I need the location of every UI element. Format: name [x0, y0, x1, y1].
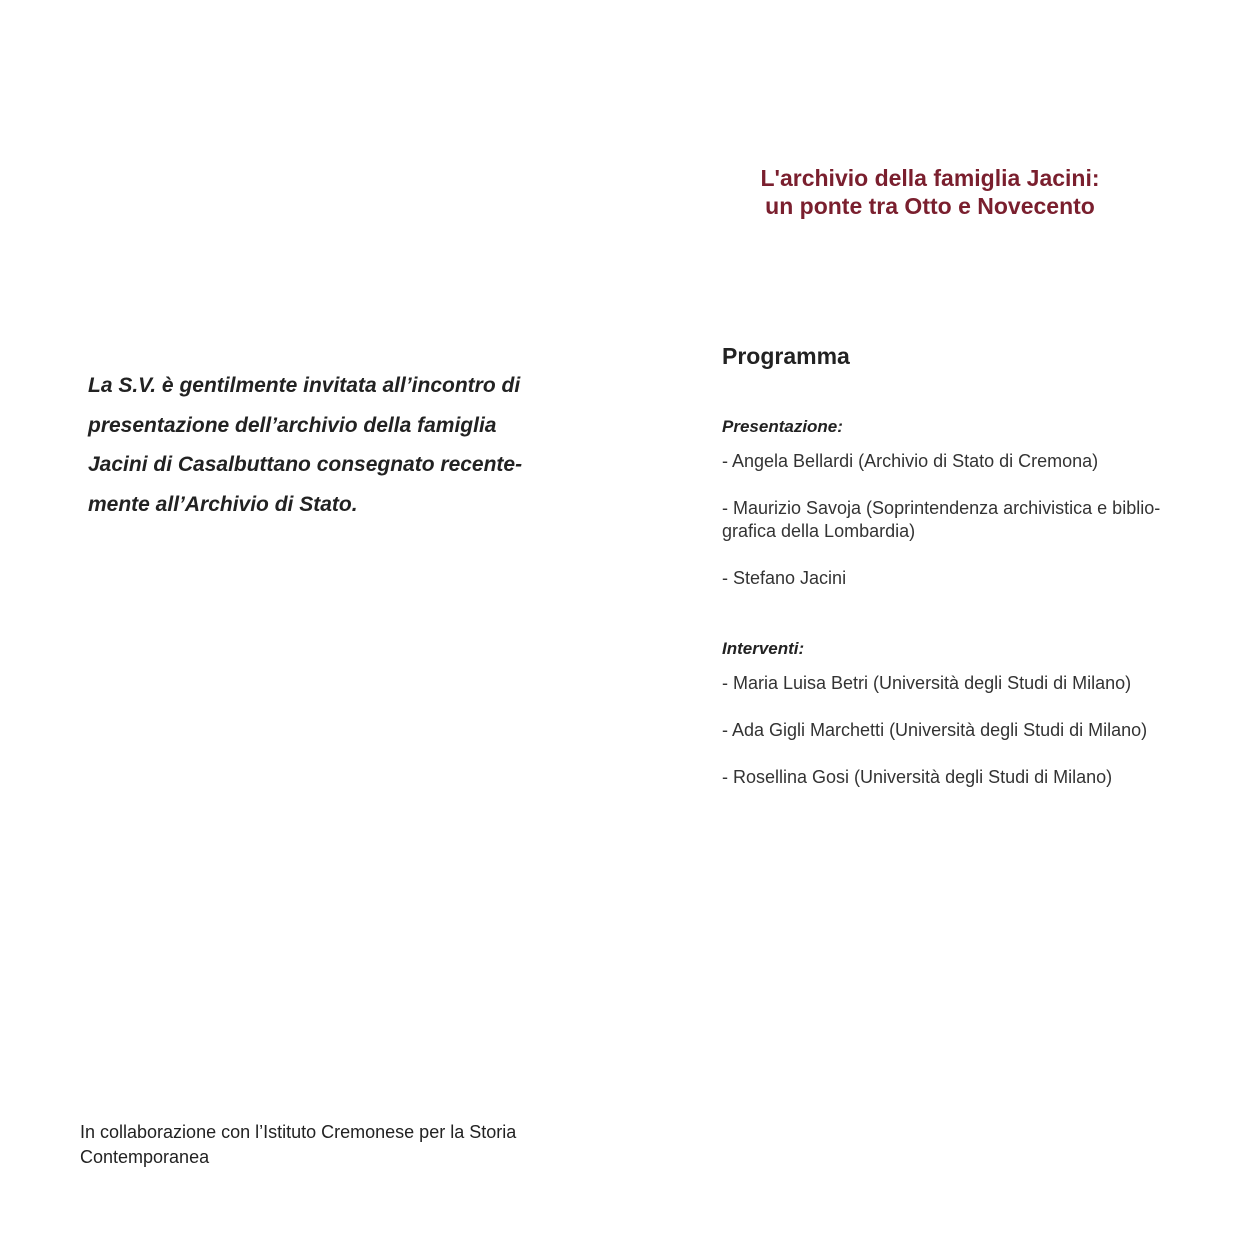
speaker-entry-line: - Maria Luisa Betri (Università degli Studi di Milano) — [722, 673, 1132, 693]
speaker-entry-line: grafica della Lombardia) — [722, 521, 916, 541]
speaker-entry-line: - Ada Gigli Marchetti (Università degli Studi di Milano) — [722, 720, 1148, 740]
presentazione-label: Presentazione: — [722, 417, 843, 436]
speaker-entry — [722, 672, 1131, 695]
invitation-line: Jacini di Casalbuttano consegnato recente- — [88, 453, 523, 476]
event-title-line-1: L'archivio della famiglia Jacini: — [760, 165, 1100, 191]
speaker-entry — [722, 719, 1147, 742]
speaker-entry-line: - Angela Bellardi (Archivio di Stato di Cremona) — [722, 451, 1099, 471]
speaker-entry — [722, 450, 1098, 473]
collaboration-note-line: Contemporanea — [80, 1147, 210, 1167]
program-heading: Programma — [722, 343, 850, 369]
speaker-entry-line: - Maurizio Savoja (Soprintendenza archivistica e biblio- — [722, 498, 1161, 518]
speaker-entry-line: - Stefano Jacini — [722, 568, 847, 588]
speaker-entry — [722, 497, 1160, 543]
collaboration-note-line: In collaborazione con l’Istituto Cremonese per la Storia — [80, 1122, 517, 1142]
invitation-line: mente all’Archivio di Stato. — [88, 492, 358, 516]
program-section — [722, 340, 1192, 787]
speaker-entry — [722, 766, 1112, 789]
speaker-entry-line: - Rosellina Gosi (Università degli Studi di Milano) — [722, 767, 1113, 787]
invitation-line: La S.V. è gentilmente invitata all’incontro di — [88, 374, 521, 397]
interventi-label: Interventi: — [722, 639, 805, 658]
collaboration-note — [80, 1120, 580, 1170]
event-title — [720, 164, 1140, 220]
invitation-line: presentazione dell’archivio della famiglia — [88, 413, 497, 437]
speaker-entry — [722, 567, 846, 590]
event-title-line-2: un ponte tra Otto e Novecento — [765, 193, 1095, 219]
invitation-text — [88, 366, 558, 524]
